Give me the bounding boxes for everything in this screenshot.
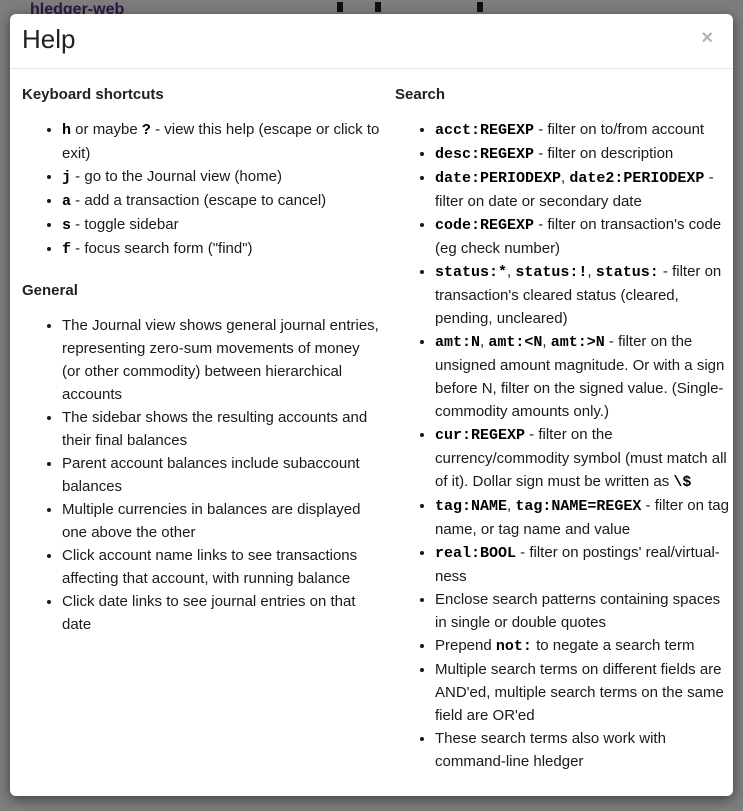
code-term: cur:REGEXP (435, 427, 526, 444)
code-term: amt:<N (488, 334, 543, 351)
close-icon[interactable]: × (701, 27, 713, 49)
help-list-item: • Prepend not: to negate a search term (435, 634, 729, 658)
help-list-item: • The sidebar shows the resulting accounts and their final balances (62, 406, 382, 452)
code-term: f (62, 241, 72, 258)
code-term: amt:N (435, 334, 481, 351)
code-term: a (62, 193, 72, 210)
code-term: \$ (673, 474, 692, 491)
code-term: date2:PERIODEXP (569, 170, 705, 187)
code-term: status:! (515, 264, 588, 281)
code-term: tag:NAME (435, 498, 508, 515)
help-list-item: • a - add a transaction (escape to cancel) (62, 189, 382, 213)
help-list-item: • Enclose search patterns containing spaces in single or double quotes (435, 588, 729, 634)
help-list (395, 118, 729, 773)
modal-header (10, 14, 733, 69)
modal-body (10, 69, 733, 796)
section-heading: Search (395, 86, 446, 103)
left-column (22, 84, 382, 783)
code-term: ? (141, 122, 151, 139)
help-list-item: • h or maybe ? - view this help (escape or click to exit) (62, 118, 382, 165)
code-term: tag:NAME=REGEX (515, 498, 642, 515)
help-list-item: • Parent account balances include subaccount balances (62, 452, 382, 498)
help-list-item: • Multiple currencies in balances are displayed one above the other (62, 498, 382, 544)
code-term: status:* (435, 264, 508, 281)
code-term: acct:REGEXP (435, 122, 535, 139)
help-list-item: • The Journal view shows general journal entries, representing zero-sum movements of money (or other commodity) between hierarchical accounts (62, 314, 382, 406)
help-list-item: • tag:NAME, tag:NAME=REGEX - filter on tag name, or tag name and value (435, 494, 729, 541)
help-list (22, 118, 382, 261)
help-list-item: • acct:REGEXP - filter on to/from account (435, 118, 729, 142)
section-heading: General (22, 282, 78, 299)
code-term: code:REGEXP (435, 217, 535, 234)
code-term: amt:>N (550, 334, 605, 351)
help-list-item: • Click account name links to see transactions affecting that account, with running balance (62, 544, 382, 590)
section-heading: Keyboard shortcuts (22, 86, 164, 103)
modal-title: Help (22, 24, 76, 54)
code-term: h (62, 122, 72, 139)
code-term: not: (495, 638, 532, 655)
help-list-item: • These search terms also work with command-line hledger (435, 727, 729, 773)
code-term: s (62, 217, 72, 234)
code-term: date:PERIODEXP (435, 170, 562, 187)
help-list-item: • code:REGEXP - filter on transaction's code (eg check number) (435, 213, 729, 260)
help-list-item: • f - focus search form ("find") (62, 237, 382, 261)
code-term: desc:REGEXP (435, 146, 535, 163)
help-list-item: • s - toggle sidebar (62, 213, 382, 237)
help-list-item: • real:BOOL - filter on postings' real/virtual-ness (435, 541, 729, 588)
right-column (382, 84, 729, 783)
help-list-item: • j - go to the Journal view (home) (62, 165, 382, 189)
help-modal (10, 14, 733, 796)
code-term: status: (595, 264, 659, 281)
help-list-item: • Multiple search terms on different fields are AND'ed, multiple search terms on the same field are OR'ed (435, 658, 729, 727)
help-list-item: • desc:REGEXP - filter on description (435, 142, 729, 166)
help-list (22, 314, 382, 636)
help-list-item: • cur:REGEXP - filter on the currency/commodity symbol (must match all of it). Dollar sign must be written as \$ (435, 423, 729, 494)
help-list-item: • amt:N, amt:<N, amt:>N - filter on the unsigned amount magnitude. Or with a sign before N, filter on the signed value. (Single-commodity amounts only.) (435, 330, 729, 423)
help-list-item: • date:PERIODEXP, date2:PERIODEXP - filter on date or secondary date (435, 166, 729, 213)
help-list-item: • Click date links to see journal entries on that date (62, 590, 382, 636)
help-list-item: • status:*, status:!, status: - filter on transaction's cleared status (cleared, pending, uncleared) (435, 260, 729, 330)
code-term: real:BOOL (435, 545, 517, 562)
code-term: j (62, 169, 72, 186)
